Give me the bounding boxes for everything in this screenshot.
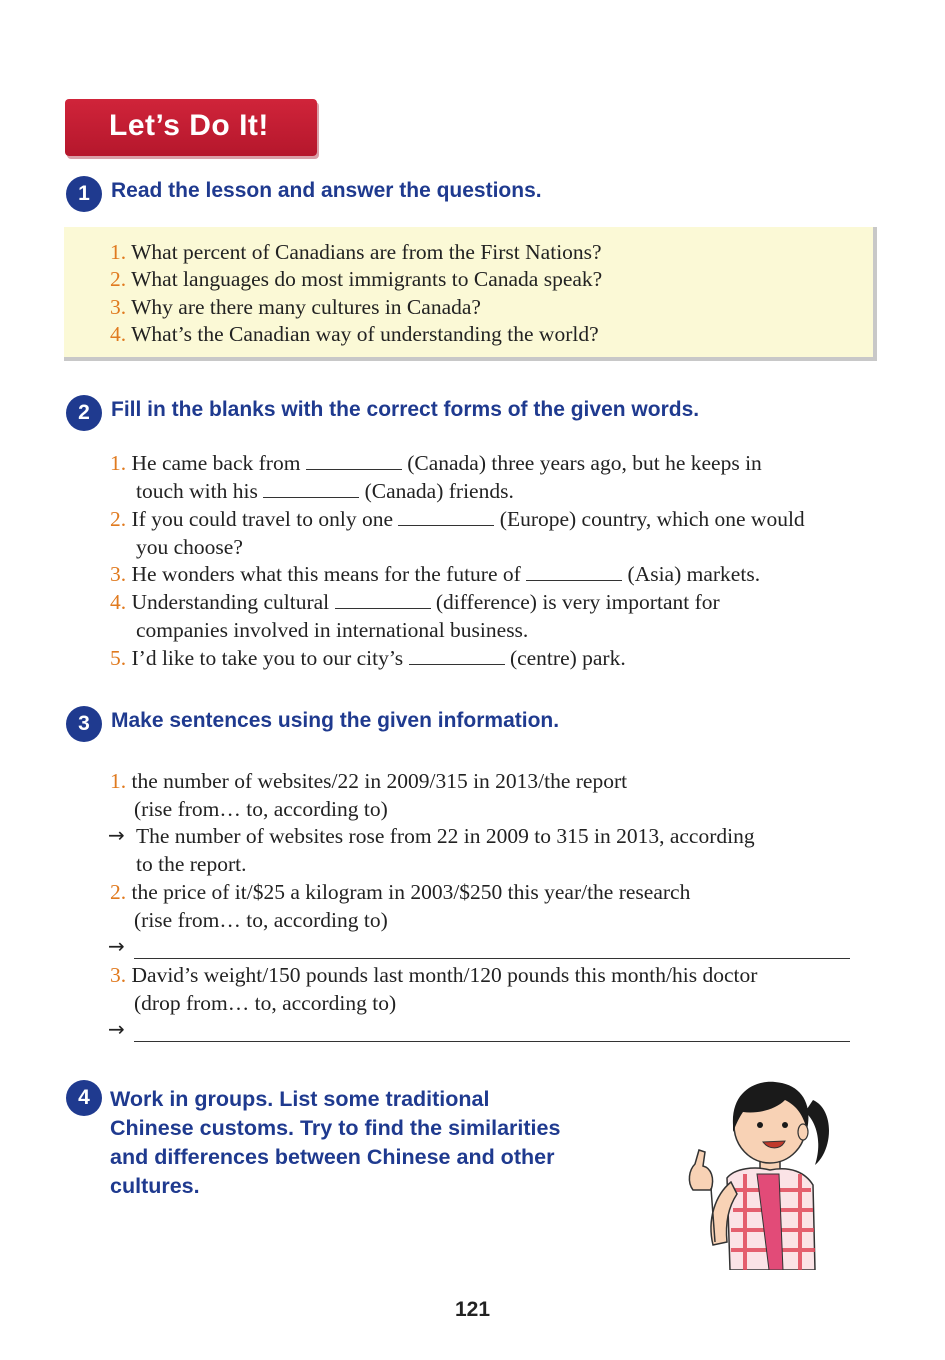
example-answer-line-2: to the report. xyxy=(136,852,247,876)
sentence-item-1-line-1: 1. the number of websites/22 in 2009/315 in 2013/the report xyxy=(110,769,628,793)
blank[interactable] xyxy=(526,562,622,581)
fill-item-1-line-1: 1. He came back from (Canada) three years ago, but he keeps in xyxy=(110,451,762,475)
question-4: 4. What’s the Canadian way of understanding the world? xyxy=(110,322,599,346)
fill-item-4-line-2: companies involved in international business. xyxy=(136,618,529,642)
sentence-item-2-line-2: (rise from… to, according to) xyxy=(134,908,388,932)
fill-item-2-line-2: you choose? xyxy=(136,535,243,559)
arrow-icon: → xyxy=(108,823,125,847)
answer-line-2[interactable] xyxy=(134,958,850,959)
blank[interactable] xyxy=(335,590,431,609)
banner-title: Let’s Do It! xyxy=(109,109,269,142)
section-4-title: Work in groups. List some traditional Chinese customs. Try to find the similarities and differences between Chinese and other cultures. xyxy=(110,1087,561,1198)
blank[interactable] xyxy=(409,646,505,665)
fill-item-3: 3. He wonders what this means for the future of (Asia) markets. xyxy=(110,562,761,586)
blank[interactable] xyxy=(398,507,494,526)
section-3-number: 3 xyxy=(66,706,102,742)
blank[interactable] xyxy=(306,451,402,470)
example-answer-line-1: The number of websites rose from 22 in 2009 to 315 in 2013, according xyxy=(136,824,755,848)
sentence-item-2-line-1: 2. the price of it/$25 a kilogram in 2003/$250 this year/the research xyxy=(110,880,691,904)
lets-do-it-banner xyxy=(65,99,317,156)
arrow-icon: → xyxy=(108,934,125,958)
section-2-title: Fill in the blanks with the correct forms of the given words. xyxy=(111,398,700,421)
question-2: 2. What languages do most immigrants to Canada speak? xyxy=(110,267,603,291)
section-1-number: 1 xyxy=(66,176,102,212)
girl-illustration xyxy=(665,1070,835,1270)
section-3-title: Make sentences using the given information. xyxy=(111,709,560,732)
question-1: 1. What percent of Canadians are from the First Nations? xyxy=(110,240,602,264)
section-4-number: 4 xyxy=(66,1080,102,1116)
sentence-item-1-line-2: (rise from… to, according to) xyxy=(134,797,388,821)
blank[interactable] xyxy=(263,479,359,498)
fill-item-5: 5. I’d like to take you to our city’s (centre) park. xyxy=(110,646,626,670)
fill-item-1-line-2: touch with his (Canada) friends. xyxy=(136,479,514,503)
fill-item-2-line-1: 2. If you could travel to only one (Europe) country, which one would xyxy=(110,507,805,531)
sentence-item-3-line-2: (drop from… to, according to) xyxy=(134,991,397,1015)
sentence-item-3-line-1: 3. David’s weight/150 pounds last month/120 pounds this month/his doctor xyxy=(110,963,758,987)
question-3: 3. Why are there many cultures in Canada? xyxy=(110,295,481,319)
page-number: 121 xyxy=(454,1298,491,1321)
section-2-number: 2 xyxy=(66,395,102,431)
fill-item-4-line-1: 4. Understanding cultural (difference) is very important for xyxy=(110,590,720,614)
arrow-icon: → xyxy=(108,1017,125,1041)
answer-line-3[interactable] xyxy=(134,1041,850,1042)
section-1-title: Read the lesson and answer the questions. xyxy=(111,179,542,202)
